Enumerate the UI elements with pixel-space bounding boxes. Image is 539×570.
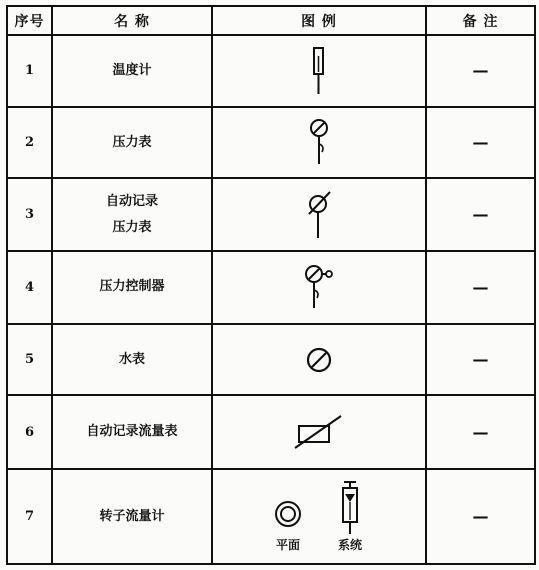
- row-remark: —: [426, 469, 535, 564]
- table-row: [7, 178, 535, 251]
- row-name: 压力控制器: [52, 251, 212, 324]
- table-row: [7, 107, 535, 179]
- symbol-cell: [212, 395, 426, 469]
- row-name: 转子流量计: [52, 469, 212, 564]
- header-row: [7, 6, 535, 35]
- symbol-cell: [212, 35, 426, 107]
- symbol-cell: [212, 178, 426, 251]
- table-row: [7, 35, 535, 107]
- pressure-gauge-icon: [304, 118, 334, 168]
- rotameter-plan-icon: [273, 480, 303, 536]
- header-name: 名 称: [52, 6, 212, 35]
- header-remark: 备 注: [426, 6, 535, 35]
- symbol-cell: [212, 251, 426, 324]
- symbol-cell: [212, 107, 426, 179]
- symbol-cell: [212, 469, 426, 564]
- thermometer-icon: [304, 46, 334, 96]
- row-name-line: 压力表: [112, 219, 152, 235]
- row-index: 2: [7, 107, 52, 179]
- row-index: 5: [7, 324, 52, 396]
- row-remark: —: [426, 324, 535, 396]
- row-name: [52, 178, 212, 251]
- table-row: [7, 251, 535, 324]
- row-name: 温度计: [52, 35, 212, 107]
- instrument-legend-table: [6, 5, 536, 565]
- symbol-cell: [212, 324, 426, 396]
- row-remark: —: [426, 35, 535, 107]
- row-remark: —: [426, 251, 535, 324]
- symbol-label-plan: 平面: [275, 538, 300, 553]
- recording-pressure-gauge-icon: [302, 190, 336, 240]
- pressure-controller-icon: [300, 262, 338, 312]
- row-index: 1: [7, 35, 52, 107]
- row-remark: —: [426, 178, 535, 251]
- row-remark: —: [426, 107, 535, 179]
- symbol-label-system: 系统: [337, 538, 362, 553]
- table-row: [7, 324, 535, 396]
- water-meter-icon: [304, 345, 334, 375]
- row-index: 3: [7, 178, 52, 251]
- row-index: 7: [7, 469, 52, 564]
- row-index: 6: [7, 395, 52, 469]
- row-index: 4: [7, 251, 52, 324]
- table-row: [7, 395, 535, 469]
- row-name: 水表: [52, 324, 212, 396]
- header-symbol: 图 例: [212, 6, 426, 35]
- rotameter-system-icon: [335, 480, 365, 536]
- row-name: 自动记录流量表: [52, 395, 212, 469]
- row-name: 压力表: [52, 107, 212, 179]
- row-remark: —: [426, 395, 535, 469]
- table-row: [7, 469, 535, 564]
- recording-flowmeter-icon: [293, 412, 345, 452]
- row-name-line: 自动记录: [105, 193, 158, 209]
- header-index: 序号: [7, 6, 52, 35]
